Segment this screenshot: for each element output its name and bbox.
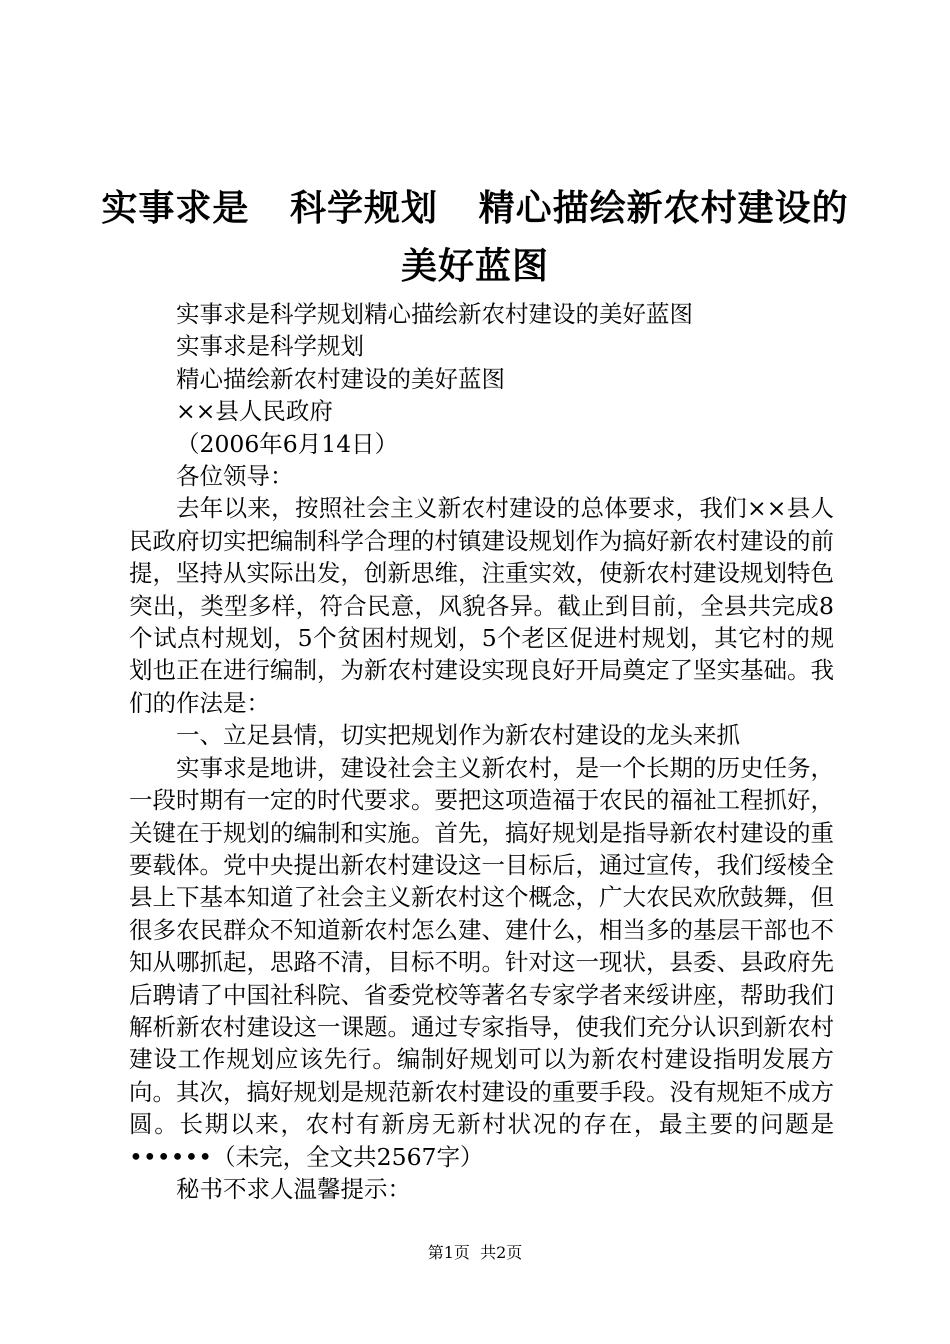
closing-note: 秘书不求人温馨提示： xyxy=(176,1174,411,1203)
salutation: 各位领导： xyxy=(176,462,294,491)
document-title-line-1: 实事求是 科学规划 精心描绘新农村建设的 xyxy=(101,187,849,229)
page-footer: 第1页 共2页 xyxy=(427,1243,523,1262)
body-paragraph: 实事求是地讲，建设社会主义新农村，是一个长期的历史任务，一段时期有一定的时代要求。要把这项造福于农民的福祉工程抓好，关键在于规划的编制和实施。首先，搞好规划是指导新农村建设的重要载体。党中央提出新农村建设这一目标后，通过宣传，我们绥棱全县上下基本知道了社会主义新农村这个概念，广大农民欢欣鼓舞，但很多农民群众不知道新农村怎么建、建什么，相当多的基层干部也不知从哪抓起，思路不清，目标不明。针对这一现状，县委、县政府先后聘请了中国社科院、省委党校等著名专家学者来绥讲座，帮助我们解析新农村建设这一课题。通过专家指导，使我们充分认识到新农村建设工作规划应该先行。编制好规划可以为新农村建设指明发展方向。其次，搞好规划是规范新农村建设的重要手段。没有规矩不成方圆。长期以来，农村有新房无新村状况的存在，最主要的问题是••••••（未完，全文共2567字） xyxy=(129,753,834,1171)
date-line: （2006年6月14日） xyxy=(176,429,399,458)
body-subtitle-part-2: 精心描绘新农村建设的美好蓝图 xyxy=(176,364,505,393)
document-title-line-2: 美好蓝图 xyxy=(400,245,549,287)
issuer: ××县人民政府 xyxy=(176,397,333,426)
section-heading: 一、立足县情，切实把规划作为新农村建设的龙头来抓 xyxy=(176,721,740,750)
body-subtitle-part-1: 实事求是科学规划 xyxy=(176,332,364,361)
document-body xyxy=(129,298,834,1205)
body-paragraph: 去年以来，按照社会主义新农村建设的总体要求，我们××县人民政府切实把编制科学合理的村镇建设规划作为搞好新农村建设的前提，坚持从实际出发，创新思维，注重实效，使新农村建设规划特色突出，类型多样，符合民意，风貌各异。截止到目前，全县共完成8个试点村规划，5个贫困村规划，5个老区促进村规划，其它村的规划也正在进行编制，为新农村建设实现良好开局奠定了坚实基础。我们的作法是： xyxy=(129,494,834,717)
body-subtitle-full: 实事求是科学规划精心描绘新农村建设的美好蓝图 xyxy=(176,300,693,328)
